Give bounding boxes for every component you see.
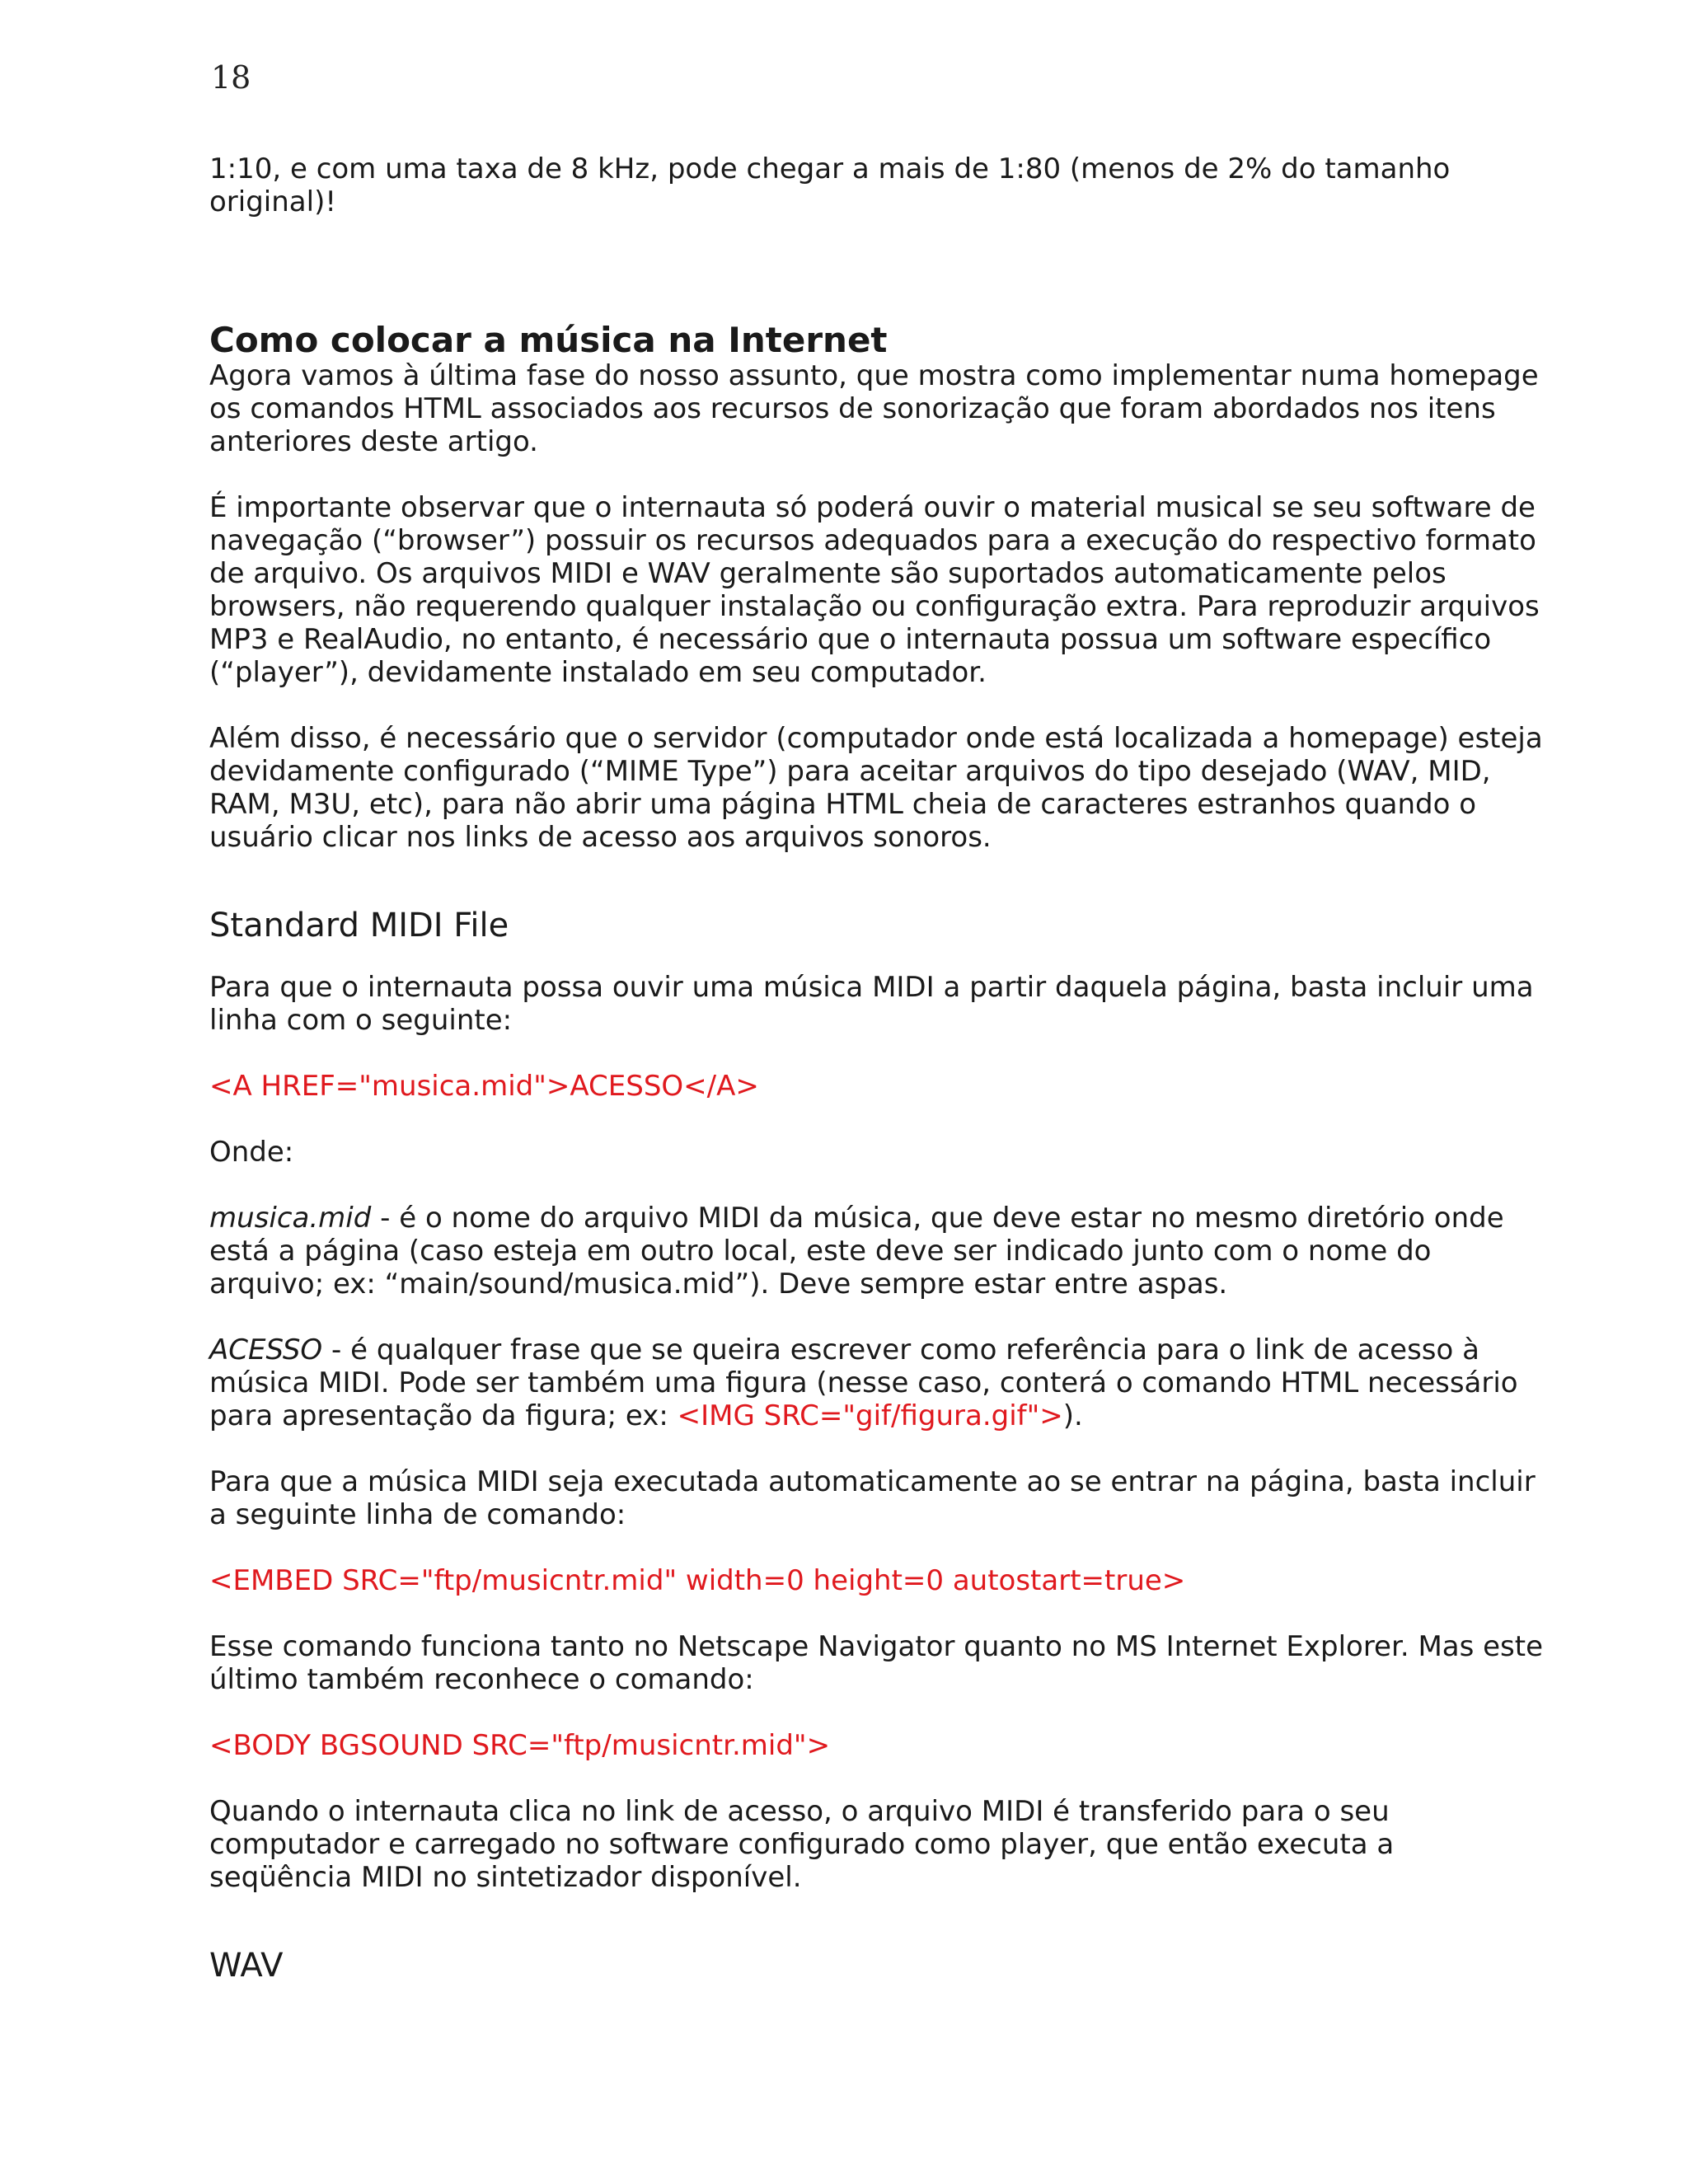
- definition-end: ).: [1062, 1399, 1083, 1432]
- subsection-title-midi: Standard MIDI File: [209, 907, 509, 944]
- code-link-example: <A HREF="musica.mid">ACESSO</A>: [209, 1070, 759, 1103]
- intro-paragraph: 1:10, e com uma taxa de 8 kHz, pode chegar a mais de 1:80 (menos de 2% do tamanho original)!: [209, 152, 1451, 218]
- paragraph-transfer: Quando o internauta clica no link de acesso, o arquivo MIDI é transferido para o seu computador e carregado no software configurado como player, que então executa a seqüência MIDI no sintetizador disponível.: [209, 1795, 1395, 1894]
- definition-musica-mid: [209, 1202, 1545, 1301]
- code-bgsound-example: <BODY BGSOUND SRC="ftp/musicntr.mid">: [209, 1729, 831, 1762]
- paragraph-browser: É importante observar que o internauta só poderá ouvir o material musical se seu software de navegação (“browser”) possuir os recursos adequados para a execução do respectivo formato de arquivo. Os arquivos MIDI e WAV geralmente são suportados automaticamente pelos browsers, não requerendo qualquer instalação ou configuração extra. Para reproduzir arquivos MP3 e RealAudio, no entanto, é necessário que o internauta possua um software específico (“player”), devidamente instalado em seu computador.: [209, 491, 1540, 689]
- paragraph-midi-intro: Para que o internauta possa ouvir uma música MIDI a partir daquela página, basta incluir uma linha com o seguinte:: [209, 971, 1534, 1037]
- paragraph-intro-section: Agora vamos à última fase do nosso assunto, que mostra como implementar numa homepage os comandos HTML associados aos recursos de sonorização que foram abordados nos itens anteriores deste artigo.: [209, 359, 1539, 458]
- definition-text: - é o nome do arquivo MIDI da música, que deve estar no mesmo diretório onde está a página (caso esteja em outro local, este deve ser indicado junto com o nome do arquivo; ex: “main/sound/musica.mid”). Deve sempre estar entre aspas.: [209, 1202, 1504, 1301]
- definition-text: - é qualquer frase que se queira escrever como referência para o link de acesso à música MIDI. Pode ser também uma figura (nesse caso, conterá o comando HTML necessário para apresentação da figura; ex:: [209, 1333, 1518, 1432]
- paragraph-autoplay: Para que a música MIDI seja executada automaticamente ao se entrar na página, basta incluir a seguinte linha de comando:: [209, 1465, 1536, 1531]
- paragraph-server: Além disso, é necessário que o servidor (computador onde está localizada a homepage) esteja devidamente configurado (“MIME Type”) para aceitar arquivos do tipo desejado (WAV, MID, RAM, M3U, etc), para não abrir uma página HTML cheia de caracteres estranhos quando o usuário clicar nos links de acesso aos arquivos sonoros.: [209, 722, 1543, 854]
- code-embed-example: <EMBED SRC="ftp/musicntr.mid" width=0 height=0 autostart=true>: [209, 1564, 1186, 1597]
- code-img-example: <IMG SRC="gif/figura.gif">: [677, 1399, 1063, 1432]
- paragraph-browsers: Esse comando funciona tanto no Netscape Navigator quanto no MS Internet Explorer. Mas este último também reconhece o comando:: [209, 1630, 1544, 1696]
- section-title: Como colocar a música na Internet: [209, 320, 888, 360]
- subsection-title-wav: WAV: [209, 1947, 284, 1985]
- page-content: [209, 152, 1545, 1986]
- definition-term: ACESSO: [209, 1333, 323, 1366]
- definition-term: musica.mid: [209, 1202, 372, 1235]
- onde-label: Onde:: [209, 1136, 294, 1169]
- definition-acesso: [209, 1333, 1545, 1432]
- page-number: 18: [211, 59, 251, 96]
